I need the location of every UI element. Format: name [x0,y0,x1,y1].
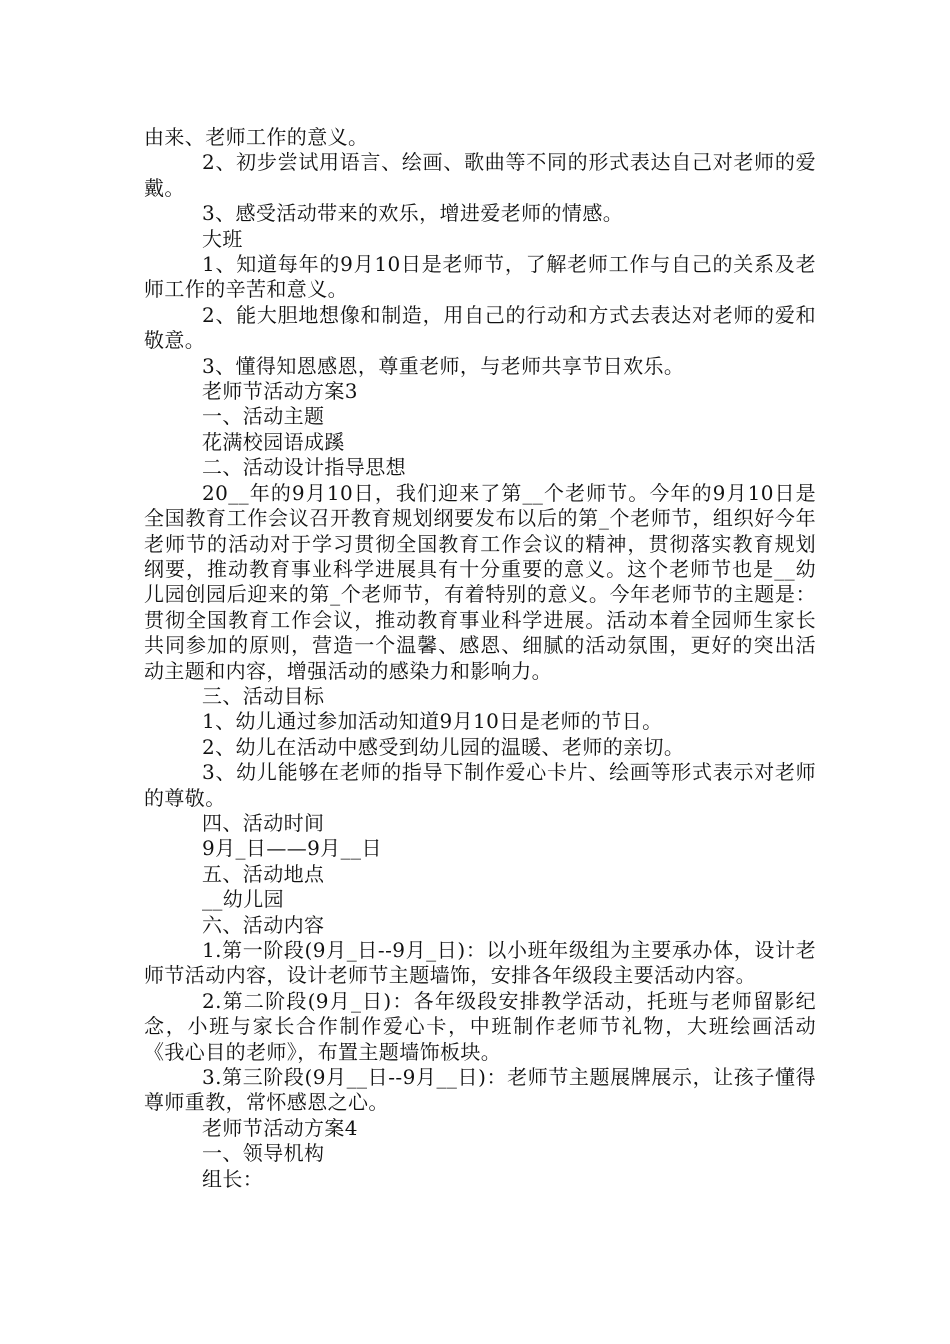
paragraph: 老师节活动方案4 [202,1115,358,1140]
paragraph: 2.第二阶段(9月_日)：各年级段安排教学活动，托班与老师留影纪念，小班与家长合作制作爱心卡，中班制作老师节礼物，大班绘画活动《我心目的老师》，布置主题墙饰板块。 [144,988,816,1064]
paragraph: 2、初步尝试用语言、绘画、歌曲等不同的形式表达自己对老师的爱戴。 [144,150,816,200]
document-body [144,125,816,1192]
paragraph: 四、活动时间 [202,810,325,835]
paragraph: 3、感受活动带来的欢乐，增进爱老师的情感。 [202,201,624,226]
paragraph: 1、知道每年的9月10日是老师节，了解老师工作与自己的关系及老师工作的辛苦和意义。 [144,252,816,302]
paragraph: 一、活动主题 [202,404,325,429]
paragraph: 20__年的9月10日，我们迎来了第__个老师节。今年的9月10日是全国教育工作会议召开教育规划纲要发布以后的第_个老师节，组织好今年老师节的活动对于学习贯彻全国教育工作会议的精神，贯彻落实教育规划纲要，推动教育事业科学进展具有十分重要的意义。这个老师节也是__幼儿园创园后迎来的第_个老师节，有着特别的意义。今年老师节的主题是：贯彻全国教育工作会议，推动教育事业科学进展。活动本着全园师生家长共同参加的原则，营造一个温馨、感恩、细腻的活动氛围，更好的突出活动主题和内容，增强活动的感染力和影响力。 [144,480,816,683]
paragraph: 9月_日——9月__日 [202,836,382,861]
paragraph: 五、活动地点 [202,861,325,886]
paragraph: 花满校园语成蹊 [202,429,345,454]
paragraph: 1.第一阶段(9月_日--9月_日)：以小班年级组为主要承办体，设计老师节活动内容，设计老师节主题墙饰，安排各年级段主要活动内容。 [144,938,816,988]
paragraph: 由来、老师工作的意义。 [144,125,369,149]
paragraph: 六、活动内容 [202,912,325,937]
paragraph: 2、能大胆地想像和制造，用自己的行动和方式去表达对老师的爱和敬意。 [144,302,816,353]
paragraph: 二、活动设计指导思想 [202,455,406,480]
paragraph: 3.第三阶段(9月__日--9月__日)：老师节主题展牌展示，让孩子懂得尊师重教，常怀感恩之心。 [144,1065,816,1115]
paragraph: 三、活动目标 [202,683,325,708]
paragraph: 3、懂得知恩感恩，尊重老师，与老师共享节日欢乐。 [202,353,685,378]
paragraph: 一、领导机构 [202,1141,325,1166]
paragraph: 组长： [202,1166,264,1191]
paragraph: 大班 [202,226,243,251]
paragraph: 老师节活动方案3 [202,379,358,404]
paragraph: 3、幼儿能够在老师的指导下制作爱心卡片、绘画等形式表示对老师的尊敬。 [144,760,816,810]
paragraph: 2、幼儿在活动中感受到幼儿园的温暖、老师的亲切。 [202,734,685,759]
paragraph: 1、幼儿通过参加活动知道9月10日是老师的节日。 [202,709,663,734]
paragraph: __幼儿园 [202,887,284,912]
